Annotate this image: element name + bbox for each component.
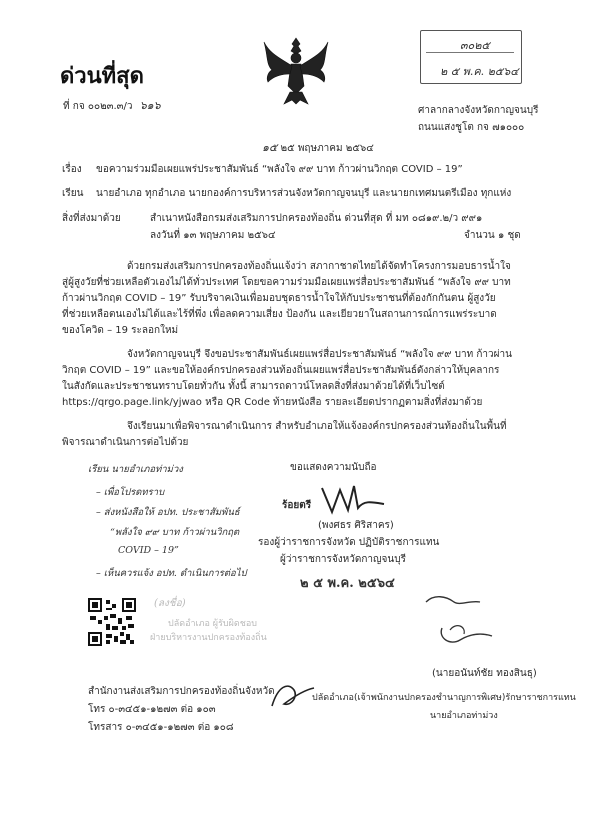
sign-date: ๒ ๕ พ.ค. ๒๕๖๔ <box>300 576 395 591</box>
faded-stamp-line-3: ฝ่ายบริหารงานปกครองท้องถิ่น <box>150 633 267 643</box>
receipt-number: ๓๐๒๕ <box>460 39 490 52</box>
attachment-label: สิ่งที่ส่งมาด้วย <box>62 213 121 224</box>
right-signer-name: (นายอนันท์ชัย ทองสินธุ) <box>432 668 537 679</box>
footer-fax: โทรสาร ๐-๓๔๕๑-๑๒๗๓ ต่อ ๑๐๘ <box>88 722 234 733</box>
para1-line5: ของโควิด – 19 ระลอกใหม่ <box>62 325 179 336</box>
to-label: เรียน <box>62 188 84 199</box>
para2-line2: วิกฤต COVID – 19” และขอให้องค์กรปกครองส่วนท้องถิ่นเผยแพร่สื่อประชาสัมพันธ์ดังกล่าวให้บุคลากร <box>62 365 500 376</box>
date-day-handwritten: ๑๕ <box>262 141 278 154</box>
attachment-date: ลงวันที่ ๑๓ พฤษภาคม ๒๕๖๔ <box>150 230 276 241</box>
para2-line4: https://qrgo.page.link/yjwao หรือ QR Code ท้ายหนังสือ รายละเอียดปรากฏตามสิ่งที่ส่งมาด้วย <box>62 397 483 408</box>
attachment-count: จำนวน ๑ ชุด <box>464 230 521 241</box>
to-text: นายอำเภอ ทุกอำเภอ นายกองค์การบริหารส่วนจังหวัดกาญจนบุรี และนายกเทศมนตรีเมือง ทุกแห่ง <box>96 188 512 199</box>
document-date <box>262 138 374 156</box>
approver-signature-icon <box>268 676 318 720</box>
handwritten-note-5: COVID – 19” <box>118 545 179 556</box>
handwritten-note-1: เรียน นายอำเภอท่าม่วง <box>88 464 183 475</box>
stamp-divider <box>426 52 514 53</box>
footer-phone: โทร ๐-๓๔๕๑-๑๒๗๓ ต่อ ๑๐๓ <box>88 704 216 715</box>
subject-text: ขอความร่วมมือเผยแพร่ประชาสัมพันธ์ “พลังใจ ๙๙ บาท ก้าวผ่านวิกฤต COVID – 19” <box>96 164 463 175</box>
handwritten-note-3: – ส่งหนังสือให้ อปท. ประชาสัมพันธ์ <box>96 507 240 518</box>
para2-line3: ในสังกัดและประชาชนทราบโดยทั่วกัน ทั้งนี้ สามารถดาวน์โหลดสิ่งที่ส่งมาด้วยได้ที่เว็บไซต์ <box>62 381 445 392</box>
handwritten-note-6: – เห็นควรแจ้ง อปท. ดำเนินการต่อไป <box>96 568 247 579</box>
main-signature-icon <box>318 478 388 522</box>
reference-number-handwritten: ๖๑๖ <box>139 99 161 112</box>
qr-code-icon <box>88 598 136 646</box>
receipt-date: ๒ ๕ พ.ค. ๒๕๖๔ <box>440 65 519 78</box>
handwritten-note-2: – เพื่อโปรดทราบ <box>96 487 165 498</box>
reference-number <box>63 96 161 114</box>
para1-line4: ที่ช่วยเหลือตนเองไม่ได้และไร้ที่พึ่ง เพื่อลดความเสี่ยง ป้องกัน และเยียวยาในสถานการณ์การแพร่ระบาด <box>62 309 497 320</box>
right-signer-title-1: ปลัดอำเภอ(เจ้าพนักงานปกครองชำนาญการพิเศษ)รักษาราชการแทน <box>312 693 576 703</box>
attachment-text: สำเนาหนังสือกรมส่งเสริมการปกครองท้องถิ่น ด่วนที่สุด ที่ มท ๐๘๑๙.๒/ว ๙๙๑ <box>150 213 483 224</box>
sender-line-2: ถนนแสงชูโต กจ ๗๑๐๐๐ <box>418 122 525 133</box>
footer-office: สำนักงานส่งเสริมการปกครองท้องถิ่นจังหวัด <box>88 686 275 697</box>
faded-stamp-line-1: (ลงชื่อ) <box>154 598 186 609</box>
reference-number-printed: ที่ กจ ๐๐๒๓.๓/ว <box>63 101 133 112</box>
faded-stamp-line-2: ปลัดอำเภอ ผู้รับผิดชอบ <box>168 619 257 629</box>
signer-title-2: ผู้ว่าราชการจังหวัดกาญจนบุรี <box>280 554 406 565</box>
garuda-emblem-icon <box>262 34 330 110</box>
sender-line-1: ศาลากลางจังหวัดกาญจนบุรี <box>418 105 539 116</box>
right-signature-icon <box>420 592 500 656</box>
handwritten-note-4: “พลังใจ ๙๙ บาท ก้าวผ่านวิกฤต <box>110 527 240 538</box>
para2-line1: จังหวัดกาญจนบุรี จึงขอประชาสัมพันธ์เผยแพร่สื่อประชาสัมพันธ์ “พลังใจ ๙๙ บาท ก้าวผ่าน <box>127 349 512 360</box>
urgency-heading: ด่วนที่สุด <box>60 64 144 89</box>
para1-line1: ด้วยกรมส่งเสริมการปกครองท้องถิ่นแจ้งว่า สภากาชาดไทยได้จัดทำโครงการมอบธารน้ำใจ <box>127 261 511 272</box>
right-signer-title-2: นายอำเภอท่าม่วง <box>430 711 498 721</box>
closing-regards: ขอแสดงความนับถือ <box>290 462 377 473</box>
subject-label: เรื่อง <box>62 164 82 175</box>
para1-line3: ก้าวผ่านวิกฤต COVID – 19” รับบริจาคเงินเพื่อมอบชุดธารน้ำใจให้กับประชาชนที่ต้องกักกันตน ผู้สูงวัย <box>62 293 496 304</box>
para1-line2: สู่ผู้สูงวัยที่ช่วยเหลือตัวเองไม่ได้ทั่วประเทศ โดยขอความร่วมมือเผยแพร่สื่อประชาสัมพันธ์ “พลังใจ ๙๙ บาท <box>62 277 511 288</box>
para3-line1: จึงเรียนมาเพื่อพิจารณาดำเนินการ สำหรับอำเภอให้แจ้งองค์กรปกครองส่วนท้องถิ่นในพื้นที่ <box>127 421 507 432</box>
para3-line2: พิจารณาดำเนินการต่อไปด้วย <box>62 437 189 448</box>
date-printed: ๒๕ พฤษภาคม ๒๕๖๔ <box>280 143 374 154</box>
signer-title-1: รองผู้ว่าราชการจังหวัด ปฏิบัติราชการแทน <box>258 537 440 548</box>
signer-name: (พงศธร ศิริสาคร) <box>318 520 394 531</box>
signer-rank: ร้อยตรี <box>282 500 312 511</box>
